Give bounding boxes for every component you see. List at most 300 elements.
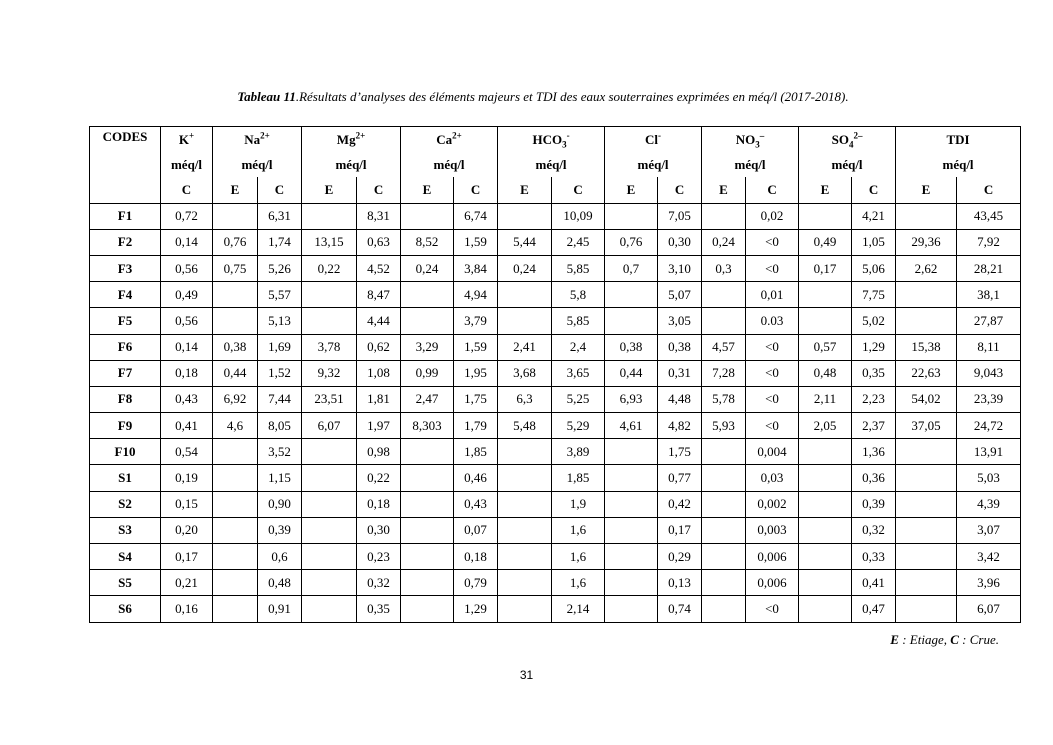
table-cell: 43,45 (957, 203, 1021, 229)
table-cell: <0 (746, 360, 799, 386)
table-cell: 3,10 (658, 255, 702, 281)
table-cell (799, 544, 852, 570)
table-cell: 0,01 (746, 282, 799, 308)
ion-header-na (213, 127, 302, 153)
table-cell: 13,91 (957, 439, 1021, 465)
table-cell: 0,44 (213, 360, 258, 386)
table-cell: 3,07 (957, 517, 1021, 543)
table-cell (401, 465, 454, 491)
table-cell (605, 203, 658, 229)
unit-label: méq/l (213, 152, 302, 177)
row-code: F1 (90, 203, 161, 229)
table-cell: 6,92 (213, 386, 258, 412)
table-cell (799, 570, 852, 596)
table-cell: 1,36 (852, 439, 896, 465)
table-cell: 5,13 (258, 308, 302, 334)
table-cell: 0,24 (401, 255, 454, 281)
table-cell: 0,006 (746, 544, 799, 570)
table-cell (401, 596, 454, 622)
table-cell: 4,6 (213, 413, 258, 439)
table-row (90, 203, 1021, 229)
row-code: S6 (90, 596, 161, 622)
unit-label: méq/l (401, 152, 498, 177)
table-cell (799, 439, 852, 465)
table-cell: 1,59 (454, 229, 498, 255)
table-cell: 0,22 (357, 465, 401, 491)
table-cell: <0 (746, 596, 799, 622)
table-cell: 1,74 (258, 229, 302, 255)
table-cell (605, 544, 658, 570)
table-cell: 9,043 (957, 360, 1021, 386)
table-cell: 0,29 (658, 544, 702, 570)
table-cell: 7,92 (957, 229, 1021, 255)
table-cell: 0,21 (161, 570, 213, 596)
table-cell: 23,39 (957, 386, 1021, 412)
table-cell: 5,57 (258, 282, 302, 308)
table-cell: 0,39 (852, 491, 896, 517)
table-cell: 0,006 (746, 570, 799, 596)
table-row (90, 255, 1021, 281)
table-cell: <0 (746, 386, 799, 412)
table-cell: 13,15 (302, 229, 357, 255)
table-cell: <0 (746, 255, 799, 281)
etiage-label: E (498, 177, 552, 203)
table-cell: 8,11 (957, 334, 1021, 360)
ion-subscript: 3 (562, 139, 567, 150)
table-cell: 1,69 (258, 334, 302, 360)
table-cell: 0,02 (746, 203, 799, 229)
table-cell (702, 282, 746, 308)
table-cell: 5,44 (498, 229, 552, 255)
table-cell (702, 570, 746, 596)
unit-label: méq/l (605, 152, 702, 177)
table-cell: 4,52 (357, 255, 401, 281)
table-cell (213, 308, 258, 334)
table-cell (702, 465, 746, 491)
ion-header-k (161, 127, 213, 153)
table-cell: 0,57 (799, 334, 852, 360)
table-row (90, 360, 1021, 386)
table-cell (302, 282, 357, 308)
ion-header-mg (302, 127, 401, 153)
table-cell: 0.03 (746, 308, 799, 334)
header-row-ions (90, 127, 1021, 153)
table-cell: 2,05 (799, 413, 852, 439)
table-caption-label: Tableau 11 (237, 89, 296, 104)
ion-symbol: Ca (436, 131, 453, 147)
table-cell: 0,38 (213, 334, 258, 360)
table-cell: 0,72 (161, 203, 213, 229)
table-cell (896, 491, 957, 517)
table-cell (498, 465, 552, 491)
table-cell: 2,14 (552, 596, 605, 622)
table-row (90, 308, 1021, 334)
row-code: S1 (90, 465, 161, 491)
row-code: S3 (90, 517, 161, 543)
table-cell: 0,23 (357, 544, 401, 570)
ion-charge: - (658, 130, 662, 141)
crue-label: C (957, 177, 1021, 203)
table-cell: 0,13 (658, 570, 702, 596)
unit-label: méq/l (498, 152, 605, 177)
table-cell: <0 (746, 229, 799, 255)
table-body (90, 127, 1021, 623)
table-cell: 3,52 (258, 439, 302, 465)
row-code: F6 (90, 334, 161, 360)
table-cell (605, 308, 658, 334)
table-cell (302, 491, 357, 517)
table-cell: 8,47 (357, 282, 401, 308)
table-cell: 5,07 (658, 282, 702, 308)
table-cell: 4,94 (454, 282, 498, 308)
row-code: F8 (90, 386, 161, 412)
header-row-season (90, 177, 1021, 203)
table-cell (702, 517, 746, 543)
table-row (90, 596, 1021, 622)
table-cell (498, 570, 552, 596)
table-row (90, 517, 1021, 543)
table-cell: 0,43 (454, 491, 498, 517)
table-cell: 0,90 (258, 491, 302, 517)
row-code: S2 (90, 491, 161, 517)
table-cell: 2,41 (498, 334, 552, 360)
table-cell: 0,56 (161, 308, 213, 334)
etiage-label: E (702, 177, 746, 203)
ion-header-ca (401, 127, 498, 153)
table-cell: 1,15 (258, 465, 302, 491)
table-cell: 0,07 (454, 517, 498, 543)
legend-e-text: : Etiage, (898, 632, 951, 647)
table-cell: 0,31 (658, 360, 702, 386)
ion-symbol: TDI (946, 131, 970, 147)
table-cell: 1,29 (852, 334, 896, 360)
etiage-label: E (302, 177, 357, 203)
table-cell (213, 282, 258, 308)
table-cell: 24,72 (957, 413, 1021, 439)
table-cell: 2,23 (852, 386, 896, 412)
page-number: 31 (519, 668, 534, 682)
table-cell (302, 465, 357, 491)
table-cell: 8,31 (357, 203, 401, 229)
table-cell: 3,79 (454, 308, 498, 334)
table-cell: 0,54 (161, 439, 213, 465)
table-cell (702, 596, 746, 622)
table-cell: 0,17 (161, 544, 213, 570)
table-cell: 1,9 (552, 491, 605, 517)
crue-label: C (552, 177, 605, 203)
table-cell: 6,07 (302, 413, 357, 439)
legend (890, 632, 999, 648)
table-row (90, 544, 1021, 570)
crue-label: C (658, 177, 702, 203)
table-cell: 0,77 (658, 465, 702, 491)
table-caption-text: .Résultats d’analyses des éléments majeurs et TDI des eaux souterraines exprimées en méq/l (2017-2018). (295, 89, 849, 104)
table-cell (702, 491, 746, 517)
table-cell: 1,6 (552, 544, 605, 570)
ion-header-no3 (702, 127, 799, 153)
ion-charge: - (566, 130, 570, 141)
row-code: S5 (90, 570, 161, 596)
table-row (90, 491, 1021, 517)
table-cell: 0,004 (746, 439, 799, 465)
table-cell: 0,14 (161, 229, 213, 255)
table-cell: 15,38 (896, 334, 957, 360)
ion-charge: 2+ (452, 130, 462, 141)
table-cell: 0,38 (658, 334, 702, 360)
table-cell (605, 570, 658, 596)
table-cell: 3,68 (498, 360, 552, 386)
table-cell: 3,78 (302, 334, 357, 360)
table-cell: 3,84 (454, 255, 498, 281)
table-row (90, 439, 1021, 465)
table-row (90, 334, 1021, 360)
table-cell: 8,303 (401, 413, 454, 439)
table-cell (605, 282, 658, 308)
table-cell: 0,43 (161, 386, 213, 412)
ion-charge: 2+ (260, 130, 270, 141)
table-cell (213, 491, 258, 517)
ion-header-tdi (896, 127, 1021, 153)
ion-symbol: HCO (532, 131, 563, 147)
ion-symbol: Mg (336, 131, 356, 147)
ion-charge: 2+ (355, 130, 366, 141)
table-cell: 1,52 (258, 360, 302, 386)
table-cell: 5,78 (702, 386, 746, 412)
table-cell (213, 596, 258, 622)
table-cell: 0,35 (852, 360, 896, 386)
table-cell: 0,41 (852, 570, 896, 596)
table-cell: 0,91 (258, 596, 302, 622)
table-cell: 7,75 (852, 282, 896, 308)
row-code: F3 (90, 255, 161, 281)
table-cell: 0,30 (357, 517, 401, 543)
table-cell: 1,85 (454, 439, 498, 465)
table-cell (605, 596, 658, 622)
ion-charge: – (759, 130, 765, 141)
table-cell (498, 544, 552, 570)
table-cell: 2,47 (401, 386, 454, 412)
table-cell: 0,18 (161, 360, 213, 386)
table-cell: 54,02 (896, 386, 957, 412)
table-cell: 1,81 (357, 386, 401, 412)
row-code: F7 (90, 360, 161, 386)
table-cell: 3,96 (957, 570, 1021, 596)
table-cell: 5,26 (258, 255, 302, 281)
table-cell: 6,3 (498, 386, 552, 412)
etiage-label: E (896, 177, 957, 203)
table-cell: 0,17 (799, 255, 852, 281)
table-cell: 0,3 (702, 255, 746, 281)
table-cell: 0,002 (746, 491, 799, 517)
table-cell: 29,36 (896, 229, 957, 255)
table-cell: 0,32 (357, 570, 401, 596)
table-cell: 2,37 (852, 413, 896, 439)
unit-label: méq/l (161, 152, 213, 177)
table-cell: 0,49 (799, 229, 852, 255)
table-cell: 8,52 (401, 229, 454, 255)
table-cell: 4,39 (957, 491, 1021, 517)
table-cell (605, 517, 658, 543)
table-cell: 0,62 (357, 334, 401, 360)
unit-label: méq/l (302, 152, 401, 177)
table-cell: 1,08 (357, 360, 401, 386)
table-cell: 3,65 (552, 360, 605, 386)
table-row (90, 465, 1021, 491)
table-row (90, 282, 1021, 308)
table-cell (702, 203, 746, 229)
crue-label: C (746, 177, 799, 203)
table-cell: 23,51 (302, 386, 357, 412)
table-cell (498, 517, 552, 543)
table-cell: 5,8 (552, 282, 605, 308)
table-cell: 2,45 (552, 229, 605, 255)
crue-label: C (852, 177, 896, 203)
table-cell: 4,82 (658, 413, 702, 439)
table-cell: 0,75 (213, 255, 258, 281)
table-cell: 0,22 (302, 255, 357, 281)
table-cell: 1,05 (852, 229, 896, 255)
table-cell: 38,1 (957, 282, 1021, 308)
table-cell (799, 596, 852, 622)
table-cell (896, 465, 957, 491)
table-cell: 5,25 (552, 386, 605, 412)
table-cell: 0,44 (605, 360, 658, 386)
table-cell: 0,49 (161, 282, 213, 308)
table-cell: 5,48 (498, 413, 552, 439)
table-cell (702, 544, 746, 570)
ion-header-hco3 (498, 127, 605, 153)
table-cell (605, 465, 658, 491)
table-cell: 0,30 (658, 229, 702, 255)
table-cell: 0,24 (702, 229, 746, 255)
table-cell: 0,48 (799, 360, 852, 386)
table-cell (401, 203, 454, 229)
etiage-label: E (213, 177, 258, 203)
ion-header-so4 (799, 127, 896, 153)
row-code: F9 (90, 413, 161, 439)
table-cell (302, 203, 357, 229)
table-cell: 1,6 (552, 570, 605, 596)
table-cell (302, 308, 357, 334)
ion-symbol: NO (735, 131, 756, 147)
table-cell: 3,89 (552, 439, 605, 465)
crue-label: C (357, 177, 401, 203)
table-cell: 0,17 (658, 517, 702, 543)
results-table (89, 126, 1021, 623)
table-cell: 5,93 (702, 413, 746, 439)
table-cell: 1,6 (552, 517, 605, 543)
legend-e-key: E (890, 632, 899, 647)
table-cell (302, 439, 357, 465)
ion-subscript: 3 (755, 139, 760, 150)
table-cell (213, 544, 258, 570)
table-cell: 1,97 (357, 413, 401, 439)
table-cell: 8,05 (258, 413, 302, 439)
table-cell (896, 517, 957, 543)
table-cell: 5,29 (552, 413, 605, 439)
unit-label: méq/l (896, 152, 1021, 177)
table-cell: 3,05 (658, 308, 702, 334)
table-cell (213, 570, 258, 596)
table-cell: 6,93 (605, 386, 658, 412)
table-cell: 2,11 (799, 386, 852, 412)
table-cell: 0,74 (658, 596, 702, 622)
table-cell: 5,06 (852, 255, 896, 281)
table-cell: 1,85 (552, 465, 605, 491)
table-cell (896, 308, 957, 334)
unit-label: méq/l (799, 152, 896, 177)
table-cell: 0,6 (258, 544, 302, 570)
table-cell: 2,62 (896, 255, 957, 281)
codes-header: CODES (90, 127, 161, 204)
table-cell: 0,35 (357, 596, 401, 622)
row-code: F5 (90, 308, 161, 334)
table-cell (702, 308, 746, 334)
table-cell: 0,18 (357, 491, 401, 517)
row-code: S4 (90, 544, 161, 570)
table-cell (498, 282, 552, 308)
table-cell: 4,44 (357, 308, 401, 334)
table-row (90, 386, 1021, 412)
table-cell: 0,14 (161, 334, 213, 360)
table-cell (401, 439, 454, 465)
table-cell: 0,48 (258, 570, 302, 596)
table-cell: 0,42 (658, 491, 702, 517)
table-cell: 0,19 (161, 465, 213, 491)
table-cell (605, 439, 658, 465)
table-cell (896, 282, 957, 308)
table-cell (213, 517, 258, 543)
table-cell: 5,03 (957, 465, 1021, 491)
table-cell: 5,85 (552, 255, 605, 281)
table-cell: 0,33 (852, 544, 896, 570)
table-cell: 0,38 (605, 334, 658, 360)
table-cell: 0,7 (605, 255, 658, 281)
table-cell: 2,4 (552, 334, 605, 360)
etiage-label: E (401, 177, 454, 203)
table-cell: 28,21 (957, 255, 1021, 281)
table-cell (498, 439, 552, 465)
table-cell (401, 491, 454, 517)
crue-label: C (161, 177, 213, 203)
row-code: F2 (90, 229, 161, 255)
legend-c-key: C (950, 632, 959, 647)
table-cell (302, 570, 357, 596)
ion-header-cl (605, 127, 702, 153)
table-cell (896, 570, 957, 596)
ion-symbol: K (178, 131, 189, 147)
table-cell: 10,09 (552, 203, 605, 229)
table-cell: 0,46 (454, 465, 498, 491)
table-cell (401, 517, 454, 543)
table-cell: 4,48 (658, 386, 702, 412)
table-cell (401, 282, 454, 308)
table-cell: 0,15 (161, 491, 213, 517)
table-cell: 0,16 (161, 596, 213, 622)
table-cell: 0,56 (161, 255, 213, 281)
table-cell: 3,29 (401, 334, 454, 360)
table-cell: 7,28 (702, 360, 746, 386)
table-cell (605, 491, 658, 517)
table-cell (896, 439, 957, 465)
table-cell (401, 544, 454, 570)
table-cell (799, 282, 852, 308)
ion-symbol: Na (244, 131, 261, 147)
table-cell (799, 517, 852, 543)
table-cell (799, 465, 852, 491)
table-caption (90, 89, 996, 105)
table-cell: 6,74 (454, 203, 498, 229)
